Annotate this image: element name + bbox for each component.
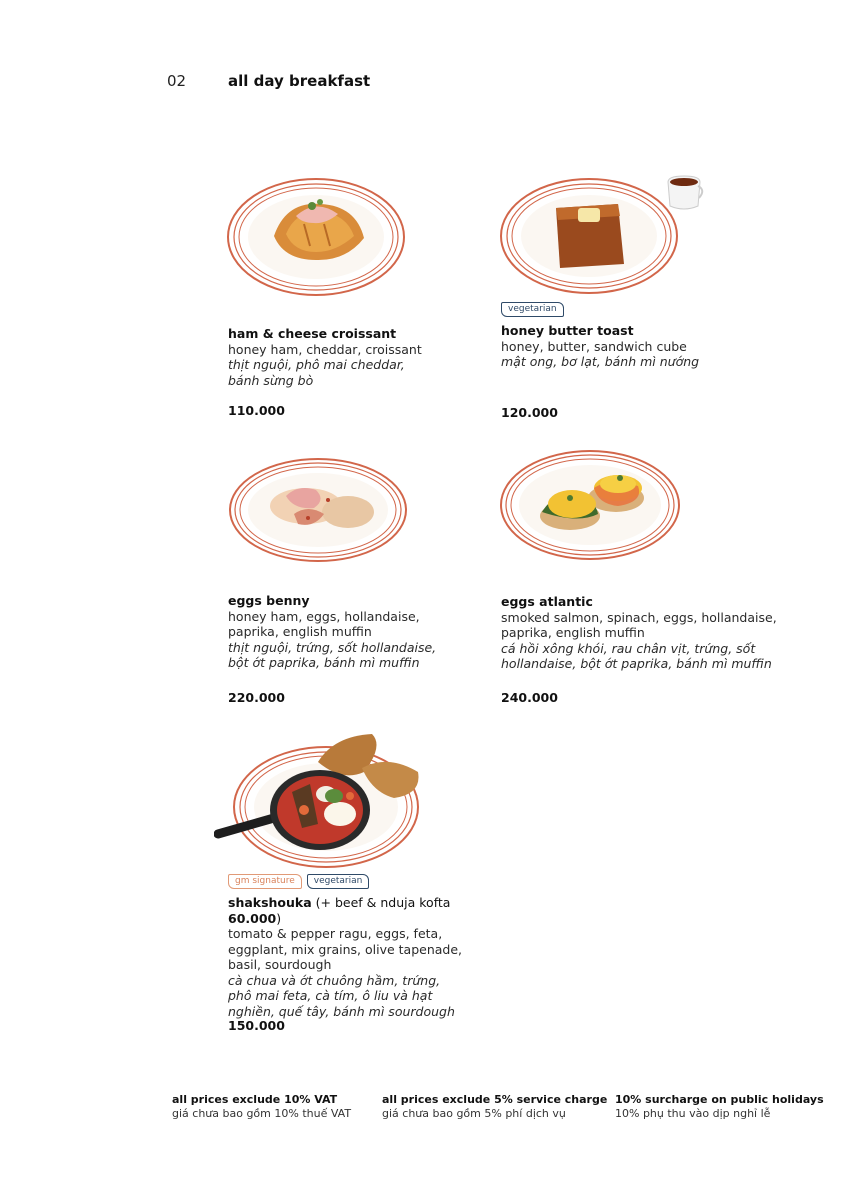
dish-description-vi: cá hồi xông khói, rau chân vịt, trứng, sốt hollandaise, bột ớt paprika, bánh mì muffin (501, 640, 772, 671)
dish-price: 220.000 (228, 690, 285, 705)
vegetarian-tag: vegetarian (307, 874, 370, 889)
menu-item-honey-butter-toast (501, 323, 751, 370)
footer-note-en: 10% surcharge on public holidays (615, 1093, 824, 1106)
dish-description-vi: thịt nguội, phô mai cheddar, bánh sừng bò (228, 357, 405, 388)
addon-price: 60.000 (228, 910, 277, 926)
footer-note-en: all prices exclude 10% VAT (172, 1093, 338, 1106)
dish-price: 120.000 (501, 405, 558, 420)
croissant-photo (226, 176, 406, 298)
footer-note-en: all prices exclude 5% service charge (382, 1093, 608, 1106)
footer-note-vi: giá chưa bao gồm 5% phí dịch vụ (382, 1107, 566, 1120)
shakshouka-photo (214, 732, 426, 870)
dish-tags (228, 874, 369, 889)
menu-item-shakshouka (228, 895, 488, 1019)
dish-description-en: tomato & pepper ragu, eggs, feta, eggplant, mix grains, olive tapenade, basil, sourdough (228, 926, 463, 972)
dish-tags (501, 302, 564, 317)
dish-price: 240.000 (501, 690, 558, 705)
dish-description-vi: thịt nguội, trứng, sốt hollandaise, bột ớt paprika, bánh mì muffin (228, 639, 437, 670)
vegetarian-tag: vegetarian (501, 302, 564, 317)
footer-vat-note (172, 1093, 351, 1121)
dish-description-en: smoked salmon, spinach, eggs, hollandaise, paprika, english muffin (501, 609, 777, 640)
dish-price: 110.000 (228, 403, 285, 418)
section-title: all day breakfast (228, 72, 371, 90)
dish-name (228, 895, 488, 926)
dish-name: honey butter toast (501, 323, 634, 338)
footer-note-vi: giá chưa bao gồm 10% thuế VAT (172, 1107, 352, 1120)
dish-name-text: shakshouka (228, 895, 312, 910)
honey-toast-photo (498, 172, 708, 296)
page-number: 02 (167, 72, 187, 90)
addon-prefix: (+ beef & nduja kofta (311, 895, 451, 910)
dish-description-en: honey, butter, sandwich cube (501, 338, 687, 354)
dish-name: eggs atlantic (501, 594, 593, 609)
dish-name: eggs benny (228, 593, 310, 608)
dish-description-en: honey ham, cheddar, croissant (228, 341, 422, 357)
dish-description-en: honey ham, eggs, hollandaise, paprika, english muffin (228, 608, 420, 639)
footer-service-note (382, 1093, 607, 1121)
footer-holiday-note (615, 1093, 824, 1121)
dish-description-vi: cà chua và ớt chuông hầm, trứng, phô mai feta, cà tím, ô liu và hạt nghiền, quế tây, bánh mì sourdough (228, 972, 455, 1019)
menu-item-ham-cheese-croissant (228, 326, 478, 388)
footer-note-vi: 10% phụ thu vào dịp nghỉ lễ (615, 1107, 771, 1120)
addon-suffix: ) (276, 910, 282, 926)
menu-item-eggs-benny (228, 593, 478, 671)
dish-description-vi: mật ong, bơ lạt, bánh mì nướng (501, 354, 700, 369)
dish-name: ham & cheese croissant (228, 326, 397, 341)
dish-price: 150.000 (228, 1018, 285, 1033)
signature-tag: gm signature (228, 874, 302, 889)
eggs-atlantic-photo (498, 448, 682, 562)
eggs-benny-photo (228, 456, 410, 564)
menu-item-eggs-atlantic (501, 594, 777, 672)
